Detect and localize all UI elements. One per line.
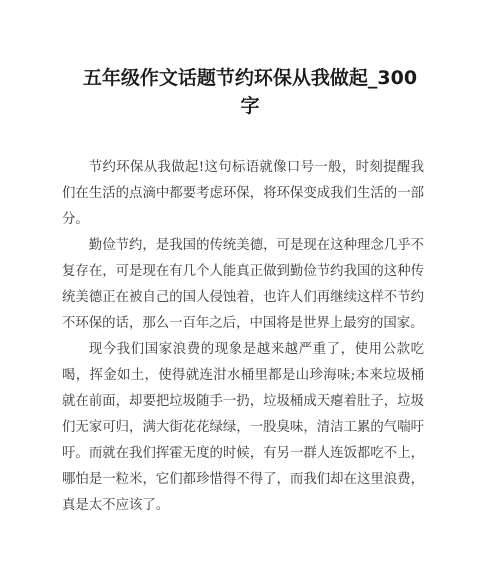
- document-title: [60, 64, 440, 120]
- paragraph-1: 节约环保从我做起!这句标语就像口号一般，时刻提醒我们在生活的点滴中都要考虑环保，将环保变成我们生活的一部分。: [62, 160, 424, 227]
- paragraph-3: 现今我们国家浪费的现象是越来越严重了，使用公款吃喝，挥金如土，使得就连泔水桶里都是山珍海味;本来垃圾桶就在前面，却要把垃圾随手一扔，垃圾桶成天瘪着肚子，垃圾们无家可归，满大街花花绿绿，一股臭味，清洁工累的气喘吁吁。而就在我们挥霍无度的时候，有另一群人连饭都吃不上，哪怕是一粒米，它们都珍惜得不得了，而我们却在这里浪费，真是太不应该了。: [62, 342, 424, 513]
- title-line-1: 五年级作文话题节约环保从我做起_300: [82, 67, 418, 89]
- title-line-2: 字: [240, 95, 260, 117]
- document-body: [62, 155, 424, 519]
- paragraph-2: 勤俭节约，是我国的传统美德，可是现在这种理念几乎不复存在，可是现在有几个人能真正做到勤俭节约我国的这种传统美德正在被自己的国人侵蚀着，也许人们再继续这样不节约不环保的话，那么一百年之后，中国将是世界上最穷的国家。: [62, 238, 424, 331]
